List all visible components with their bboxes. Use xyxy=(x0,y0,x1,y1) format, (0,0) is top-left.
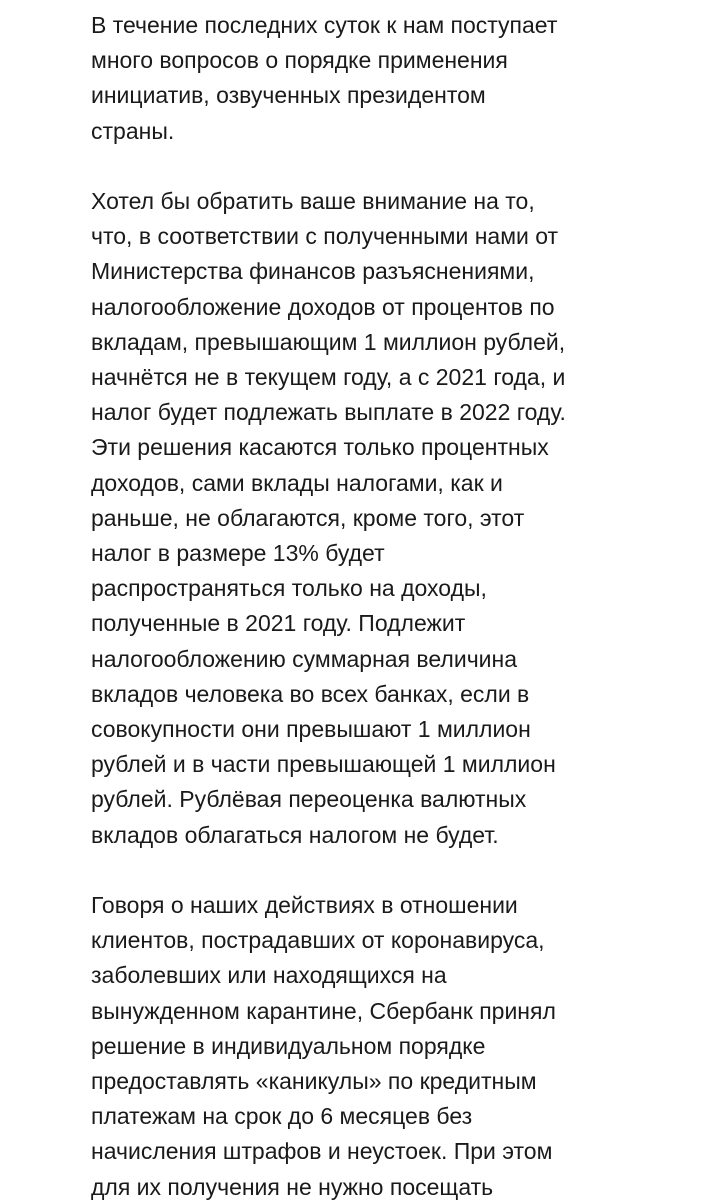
text-line: решение в индивидуальном порядке xyxy=(91,1032,486,1059)
text-line: начисления штрафов и неустоек. При этом xyxy=(91,1138,553,1165)
text-line: что, в соответствии с полученными нами от xyxy=(91,223,559,250)
article-body xyxy=(91,8,626,1200)
text-line: совокупности они превышают 1 миллион xyxy=(91,716,531,743)
text-line: Эти решения касаются только процентных xyxy=(91,434,549,461)
text-line: предоставлять «каникулы» по кредитным xyxy=(91,1068,537,1095)
text-line: для их получения не нужно посещать xyxy=(91,1173,494,1200)
text-line: рублей и в части превышающей 1 миллион xyxy=(91,751,556,778)
text-line: Хотел бы обратить ваше внимание на то, xyxy=(91,188,535,214)
text-line: раньше, не облагаются, кроме того, этот xyxy=(91,504,525,531)
text-line: заболевших или находящихся на xyxy=(91,962,447,989)
paragraph-2 xyxy=(91,184,626,853)
text-line: доходов, сами вклады налогами, как и xyxy=(91,469,503,496)
text-line: Министерства финансов разъяснениями, xyxy=(91,258,535,285)
paragraph-1 xyxy=(91,8,626,149)
text-line: налогообложение доходов от процентов по xyxy=(91,293,555,320)
paragraph-3 xyxy=(91,888,626,1200)
paragraph-spacer xyxy=(91,853,626,888)
text-line: распространяться только на доходы, xyxy=(91,575,487,602)
text-line: вынужденном карантине, Сбербанк принял xyxy=(91,997,556,1024)
text-line: рублей. Рублёвая переоценка валютных xyxy=(91,786,527,813)
text-line: налог будет подлежать выплате в 2022 году. xyxy=(91,399,566,426)
text-line: вкладов облагаться налогом не будет. xyxy=(91,821,499,848)
text-line: страны. xyxy=(91,117,175,144)
text-line: Говоря о наших действиях в отношении xyxy=(91,892,518,919)
text-line: В течение последних суток к нам поступает xyxy=(91,12,558,38)
text-line: налогообложению суммарная величина xyxy=(91,645,518,672)
text-line: много вопросов о порядке применения xyxy=(91,47,508,74)
text-line: вкладам, превышающим 1 миллион рублей, xyxy=(91,328,566,355)
text-line: инициатив, озвученных президентом xyxy=(91,82,486,109)
text-line: начнётся не в текущем году, а с 2021 года, и xyxy=(91,364,566,391)
text-line: полученные в 2021 году. Подлежит xyxy=(91,610,466,637)
text-line: налог в размере 13% будет xyxy=(91,540,385,567)
paragraph-spacer xyxy=(91,149,626,184)
text-line: клиентов, пострадавших от коронавируса, xyxy=(91,927,545,954)
text-line: платежам на срок до 6 месяцев без xyxy=(91,1103,473,1130)
text-line: вкладов человека во всех банках, если в xyxy=(91,680,530,707)
